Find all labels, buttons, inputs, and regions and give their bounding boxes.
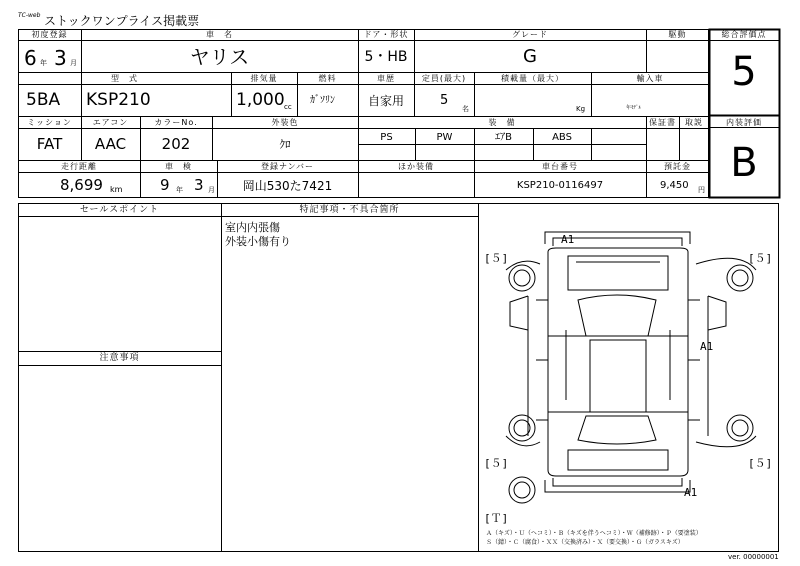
inspection-month-unit: 月 [208, 186, 215, 194]
label-car-name: 車 名 [206, 30, 233, 39]
mileage-unit: km [110, 185, 123, 194]
aircon: AAC [94, 135, 127, 153]
legend-line: Ａ（キズ）・Ｕ（ヘコミ）・Ｂ（キズを伴うヘコミ）・Ｗ（補修跡）・Ｐ（要塗装） [486, 530, 702, 537]
label-notes-special: 特記事項・不具合箇所 [299, 205, 400, 215]
label-first-reg: 初度登録 [31, 30, 68, 39]
label-deposit: 預託金 [664, 162, 691, 171]
tire-rear-right: [５] [748, 457, 773, 470]
label-sales-point: セールスポイント [79, 205, 160, 215]
deposit: 9,450 [660, 180, 689, 191]
label-displacement: 排気量 [250, 74, 278, 83]
equip-0: PS [380, 132, 393, 143]
label-caution: 注意事項 [99, 353, 140, 363]
label-import: 輸入車 [636, 74, 664, 83]
first-reg-month: 3 [54, 46, 67, 70]
equip-2: ｴｱB [495, 132, 512, 143]
tire-spare: [Ｔ] [484, 512, 509, 525]
tire-rear-left: [５] [484, 457, 509, 470]
ext-color: ｸﾛ [279, 138, 291, 151]
interior-score: B [730, 140, 758, 186]
color-no: 202 [161, 135, 191, 153]
chassis-no: KSP210-0116497 [516, 180, 604, 191]
car-diagram [506, 232, 756, 503]
history: 自家用 [367, 94, 404, 108]
version-number: ver. 00000001 [728, 553, 779, 561]
note-item: 室内内張傷 [225, 221, 280, 234]
mission: FAT [36, 135, 63, 153]
load-unit: Kg [576, 105, 586, 113]
plate: 岡山530た7421 [242, 179, 333, 193]
tire-front-right: [５] [748, 252, 773, 265]
label-overall-score: 総合評価点 [721, 30, 767, 39]
label-warranty: 保証書 [649, 118, 676, 127]
label-mission: ミッション [27, 118, 72, 127]
label-manual: 取説 [685, 118, 703, 127]
label-door-shape: ドア・形状 [363, 30, 409, 39]
label-mileage: 走行距離 [61, 162, 97, 171]
label-interior-score: 内装評価 [726, 118, 762, 127]
label-load: 積載量（最大） [501, 74, 564, 83]
label-equipment: 装 備 [488, 118, 516, 127]
inspection-year-unit: 年 [176, 186, 183, 194]
model: KSP210 [86, 90, 151, 110]
tire-front-left: [５] [484, 252, 509, 265]
label-history: 車歴 [377, 74, 395, 83]
overall-score: 5 [731, 49, 757, 95]
label-drive: 駆動 [668, 30, 687, 39]
label-chassis-no: 車台番号 [542, 162, 578, 171]
car-name: ヤリス [189, 45, 250, 69]
month-unit: 月 [70, 59, 77, 67]
damage-mark-front: A1 [561, 233, 575, 246]
door-shape: 5・HB [364, 49, 408, 65]
label-aircon: エアコン [92, 118, 129, 127]
equip-1: PW [436, 132, 453, 143]
label-model: 型 式 [111, 74, 138, 83]
displacement: 1,000 [236, 90, 285, 110]
logo: TC-web [18, 12, 41, 19]
note-item: 外装小傷有り [225, 235, 291, 248]
equip-3: ABS [552, 132, 572, 143]
document-title: ストックワンプライス掲載票 [44, 14, 200, 28]
mileage: 8,699 [60, 176, 103, 194]
label-grade: グレード [512, 30, 548, 39]
deposit-unit: 円 [698, 186, 705, 194]
label-color-no: カラーNo. [154, 118, 198, 127]
legend-line: Ｓ（錆）・Ｃ（腐食）・ＸＸ（交換済み）・Ｘ（要交換）・Ｇ（ガラスキズ） [486, 539, 684, 546]
label-capacity: 定員(最大) [421, 74, 467, 83]
capacity: 5 [440, 93, 449, 108]
capacity-unit: 名 [462, 105, 469, 113]
first-reg-year: 6 [24, 46, 37, 70]
model-prefix: 5BA [26, 90, 61, 110]
label-ext-color: 外装色 [271, 118, 299, 127]
year-unit: 年 [40, 59, 47, 67]
inspection-month: 3 [194, 176, 204, 194]
label-other-equipment: ほか装備 [398, 162, 434, 171]
import-model-label: 年ﾓﾃﾞﾙ [626, 105, 642, 111]
label-plate: 登録ナンバー [260, 162, 315, 171]
label-inspection: 車 検 [165, 162, 192, 171]
fuel: ｶﾞｿﾘﾝ [310, 95, 335, 106]
displacement-unit: cc [284, 103, 292, 111]
grade: G [523, 46, 537, 67]
damage-mark-rear: A1 [684, 486, 698, 499]
inspection-year: 9 [160, 176, 170, 194]
damage-mark-right: A1 [700, 340, 714, 353]
label-fuel: 燃料 [318, 74, 337, 83]
